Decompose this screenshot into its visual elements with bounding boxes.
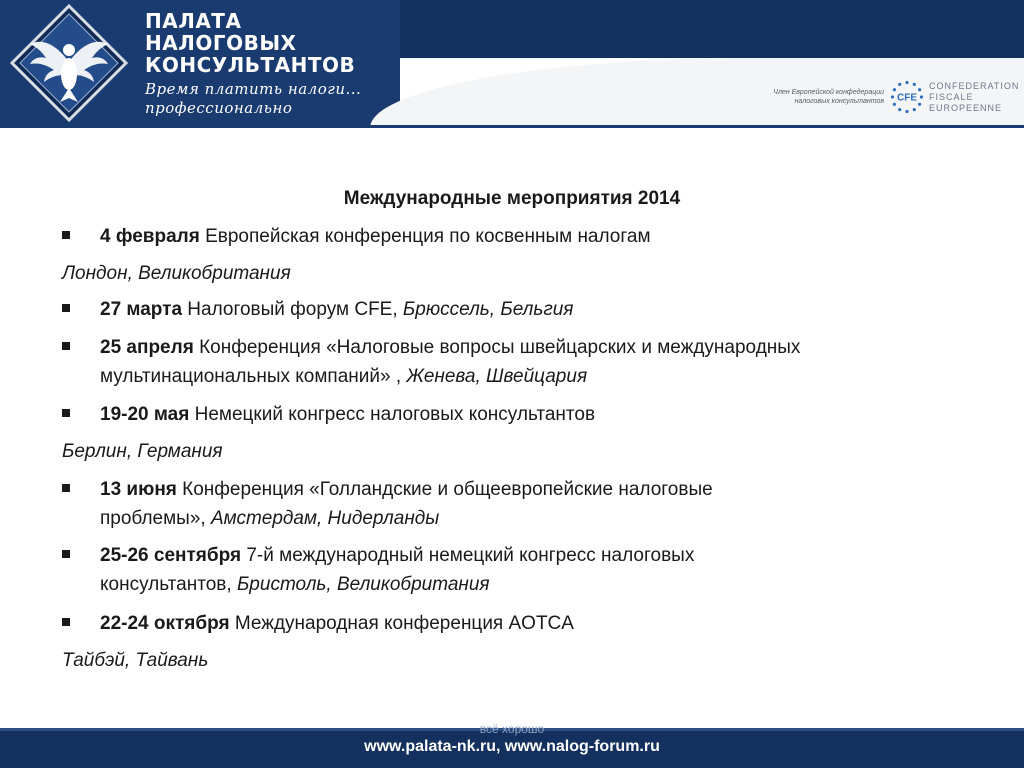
event-place: Женева, Швейцария: [406, 366, 588, 387]
page-title: Международные мероприятия 2014: [343, 188, 681, 209]
list-item: [100, 400, 980, 429]
list-item: [100, 609, 980, 638]
event-place: Бристоль, Великобритания: [236, 574, 490, 595]
header: [0, 0, 1024, 128]
event-date: 4 февраля: [100, 226, 200, 247]
member-caption-line-1: Член Европейской конфедерации: [773, 89, 884, 96]
cfe-name: [929, 81, 1019, 114]
bullet-icon: [62, 304, 70, 312]
bullet-icon: [62, 342, 70, 350]
bullet-icon: [62, 231, 70, 239]
event-text: Международная конференция AOTCA: [229, 613, 574, 634]
event-place: Лондон, Великобритания: [62, 263, 291, 284]
event-text-line-2: мультинациональных компаний» ,: [100, 366, 407, 387]
list-item: [100, 222, 980, 251]
cfe-name-line-1: CONFEDERATION: [929, 81, 1020, 91]
bullet-icon: [62, 618, 70, 626]
bullet-icon: [62, 484, 70, 492]
footer-note: всё хорошо: [479, 722, 545, 736]
event-date: 25-26 сентября: [100, 545, 242, 566]
bullet-icon: [62, 409, 70, 417]
list-item: [100, 541, 980, 599]
event-place: Тайбэй, Тайвань: [62, 650, 209, 671]
list-item: [100, 333, 980, 391]
event-date: 27 марта: [100, 299, 183, 320]
event-text: Европейская конференция по косвенным налогам: [199, 226, 651, 247]
event-text-line-2: проблемы»,: [100, 508, 211, 529]
event-text-line-1: Конференция «Голландские и общеевропейские налоговые: [176, 479, 713, 500]
cfe-name-line-3: EUROPEENNE: [929, 103, 1003, 113]
event-date: 25 апреля: [100, 337, 194, 358]
org-name-line-1: ПАЛАТА: [145, 9, 242, 33]
slogan-line-1: Время платить налоги...: [145, 80, 362, 98]
list-item: [100, 295, 980, 324]
list-item: [100, 475, 980, 533]
member-caption-line-2: налоговых консультантов: [794, 98, 884, 105]
slide-content: [0, 128, 1024, 728]
event-text-line-1: Конференция «Налоговые вопросы швейцарских и международных: [193, 337, 801, 358]
event-place: Брюссель, Бельгия: [402, 299, 574, 320]
event-place: Амстердам, Нидерланды: [210, 508, 440, 529]
cfe-logo-text: CFE: [897, 92, 917, 104]
eagle-emblem-icon: [8, 4, 130, 122]
member-caption: [684, 88, 884, 106]
event-text-line-1: 7-й международный немецкий конгресс налоговых: [241, 545, 695, 566]
cfe-stars-logo-icon: [890, 80, 924, 114]
slogan-line-2: профессионально: [145, 99, 293, 117]
event-date: 13 июня: [100, 479, 177, 500]
footer-links[interactable]: www.palata-nk.ru, www.nalog-forum.ru: [364, 738, 660, 755]
event-date: 22-24 октября: [100, 613, 230, 634]
org-name-line-3: КОНСУЛЬТАНТОВ: [145, 53, 356, 77]
event-text-line-2: консультантов,: [100, 574, 237, 595]
event-text: Немецкий конгресс налоговых консультантов: [189, 404, 596, 425]
event-text: Налоговый форум CFE,: [182, 299, 403, 320]
bullet-icon: [62, 550, 70, 558]
event-date: 19-20 мая: [100, 404, 190, 425]
org-name-line-2: НАЛОГОВЫХ: [145, 31, 297, 55]
cfe-name-line-2: FISCALE: [929, 92, 974, 102]
event-place: Берлин, Германия: [62, 441, 223, 462]
